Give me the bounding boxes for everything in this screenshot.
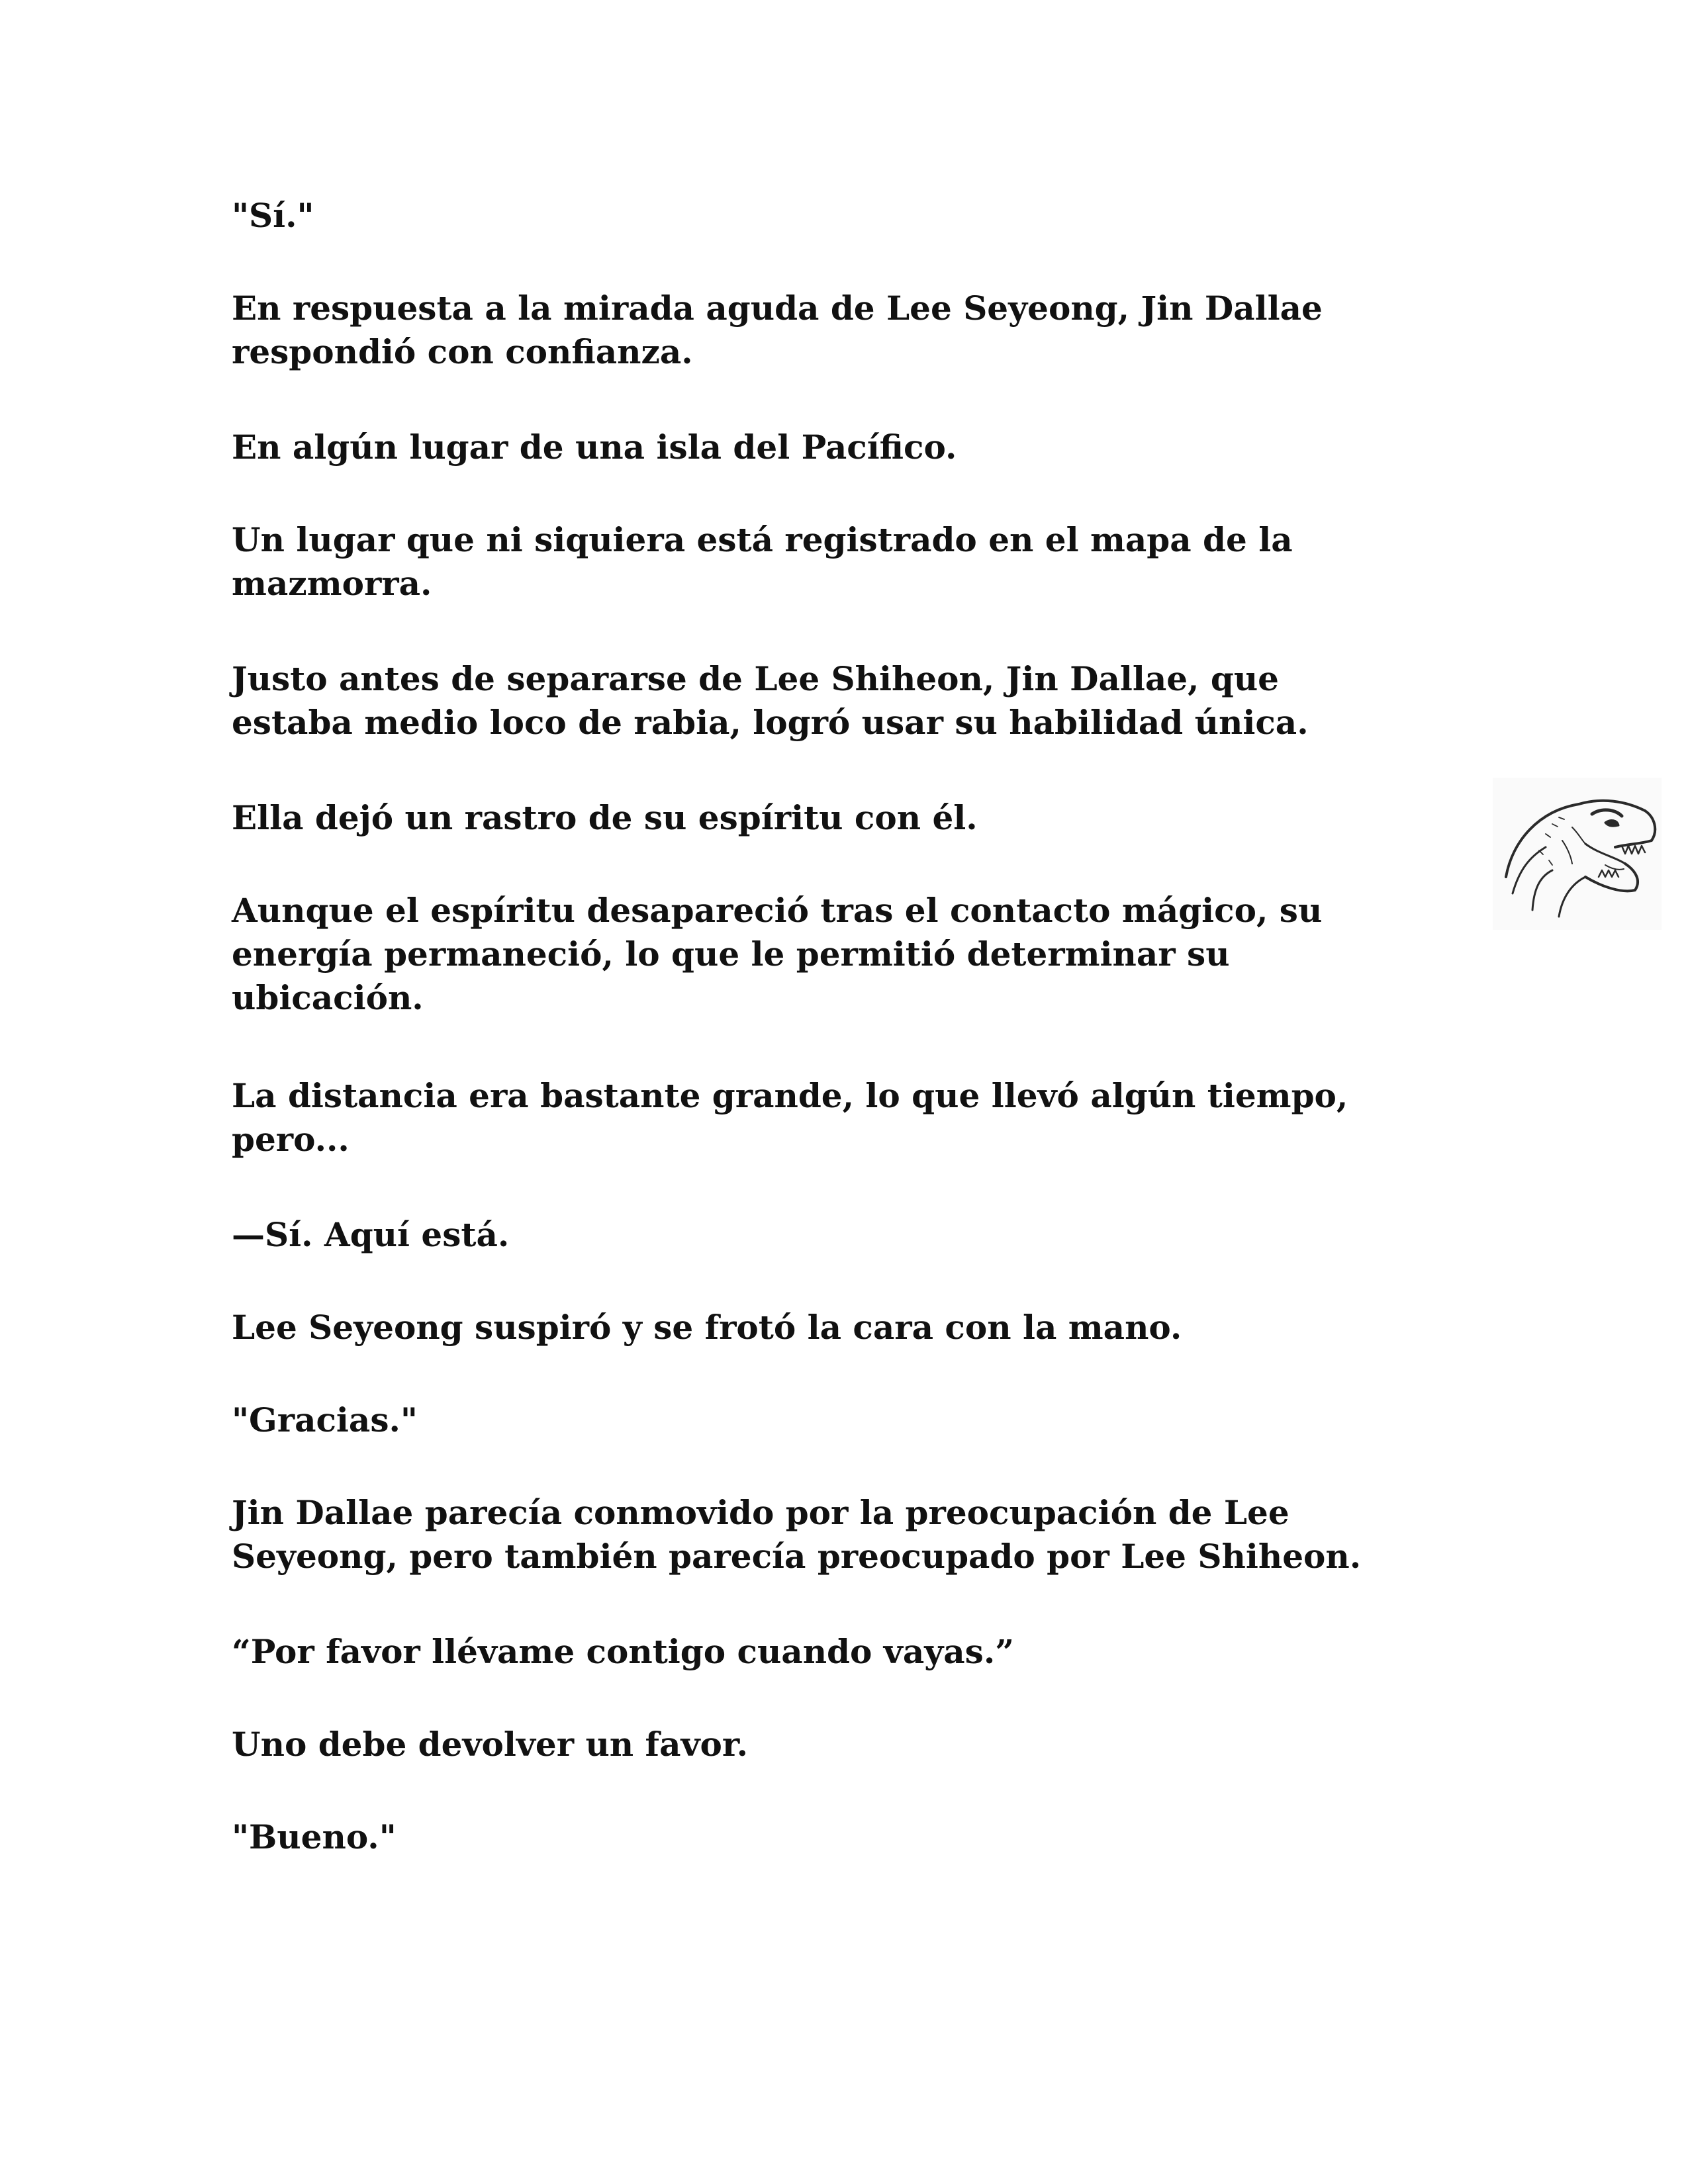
paragraph-line: Lee Seyeong suspiró y se frotó la cara con la mano. [232, 1308, 1182, 1347]
paragraph [232, 1306, 1182, 1349]
paragraph-line: —Sí. Aquí está. [232, 1215, 510, 1254]
paragraph [232, 1213, 509, 1257]
paragraph-line: Justo antes de separarse de Lee Shiheon, Jin Dallae, que [232, 659, 1279, 698]
paragraph [232, 657, 1309, 745]
paragraph-line: Ella dejó un rastro de su espíritu con él. [232, 798, 978, 837]
paragraph-line: pero... [232, 1120, 350, 1159]
paragraph [232, 796, 978, 840]
paragraph-line: "Bueno." [232, 1817, 397, 1856]
paragraph [232, 1398, 418, 1442]
paragraph-line: "Gracias." [232, 1400, 418, 1439]
paragraph-line: mazmorra. [232, 564, 432, 603]
paragraph-line: Jin Dallae parecía conmovido por la preocupación de Lee [232, 1493, 1289, 1532]
paragraph-line: Aunque el espíritu desapareció tras el contacto mágico, su [232, 891, 1323, 930]
paragraph [232, 518, 1293, 606]
paragraph-line: ubicación. [232, 978, 424, 1017]
paragraph [232, 287, 1323, 374]
paragraph-line: Uno debe devolver un favor. [232, 1725, 749, 1764]
paragraph [232, 889, 1322, 1020]
paragraph [232, 1630, 1014, 1674]
paragraph-line: energía permaneció, lo que le permitió determinar su [232, 934, 1230, 974]
paragraph-line: Seyeong, pero también parecía preocupado por Lee Shiheon. [232, 1537, 1362, 1576]
paragraph [232, 1815, 397, 1859]
paragraph-line: respondió con confianza. [232, 332, 693, 371]
paragraph [232, 1074, 1348, 1161]
paragraph-line: Un lugar que ni siquiera está registrado en el mapa de la [232, 520, 1293, 559]
paragraph-line: “Por favor llévame contigo cuando vayas.” [232, 1632, 1014, 1671]
paragraph [232, 1491, 1361, 1578]
paragraph-line: estaba medio loco de rabia, logró usar su habilidad única. [232, 703, 1309, 742]
paragraph-line: "Sí." [232, 196, 314, 235]
paragraph [232, 426, 957, 469]
paragraph [232, 194, 314, 238]
paragraph-line: En respuesta a la mirada aguda de Lee Seyeong, Jin Dallae [232, 289, 1323, 328]
dinosaur-head-icon [1493, 778, 1662, 930]
paragraph-line: La distancia era bastante grande, lo que llevó algún tiempo, [232, 1076, 1348, 1115]
paragraph [232, 1723, 748, 1766]
paragraph-line: En algún lugar de una isla del Pacífico. [232, 428, 957, 467]
